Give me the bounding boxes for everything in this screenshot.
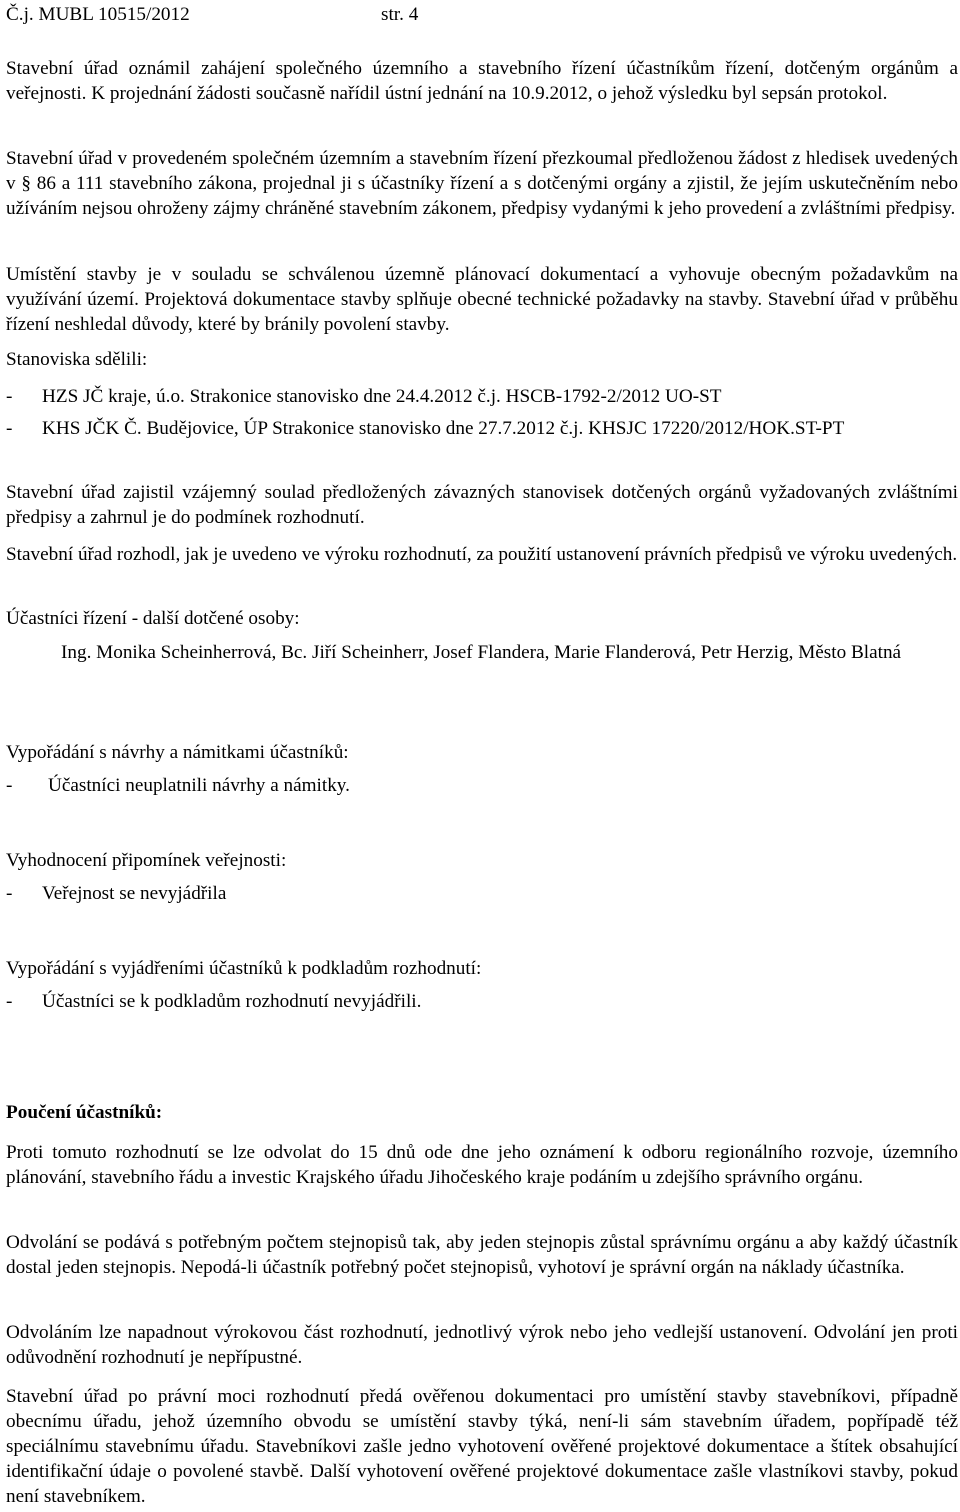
opinion-item bbox=[6, 384, 958, 409]
paragraph-appeal-scope: Odvoláním lze napadnout výrokovou část rozhodnutí, jednotlivý výrok nebo jeho vedlejší ustanovení. Odvolání jen proti odůvodnění rozhodnutí je nepřípustné. bbox=[6, 1322, 958, 1368]
page-number: str. 4 bbox=[381, 4, 419, 25]
statements-item bbox=[6, 989, 958, 1014]
list-dash: - bbox=[6, 386, 13, 407]
proposals-text: Účastníci neuplatnili návrhy a námitky. bbox=[48, 775, 350, 796]
paragraph-initiation: Stavební úřad oznámil zahájení společného územního a stavebního řízení účastníkům řízení, dotčeným orgánům a veřejnosti. K projednání žádosti současně nařídil ústní jednání na 10.9.2012, o jehož výsledku byl sepsán protokol. bbox=[6, 58, 958, 104]
list-dash: - bbox=[6, 883, 13, 904]
paragraph-decision: Stavební úřad rozhodl, jak je uvedeno ve výroku rozhodnutí, za použití ustanovení právních předpisů ve výroku uvedených. bbox=[6, 544, 958, 565]
participants-heading: Účastníci řízení - další dotčené osoby: bbox=[6, 608, 300, 629]
statements-heading: Vypořádání s vyjádřeními účastníků k podkladům rozhodnutí: bbox=[6, 958, 482, 979]
paragraph-compliance: Umístění stavby je v souladu se schválenou územně plánovací dokumentací a vyhovuje obecným požadavkům na využívání území. Projektová dokumentace stavby splňuje obecné technické požadavky na stavby. Stavební úřad v průběhu řízení neshledal důvody, které by bránily povolení stavby. bbox=[6, 264, 958, 335]
opinion-text: KHS JČK Č. Budějovice, ÚP Strakonice stanovisko dne 27.7.2012 č.j. KHSJC 17220/2012/HOK.ST-PT bbox=[42, 418, 845, 439]
proposals-heading: Vypořádání s návrhy a námitkami účastníků: bbox=[6, 742, 349, 763]
public-item bbox=[6, 881, 958, 906]
public-text: Veřejnost se nevyjádřila bbox=[42, 883, 227, 904]
opinion-text: HZS JČ kraje, ú.o. Strakonice stanovisko dne 24.4.2012 č.j. HSCB-1792-2/2012 UO-ST bbox=[42, 386, 722, 407]
list-dash: - bbox=[6, 418, 13, 439]
participants-names: Ing. Monika Scheinherrová, Bc. Jiří Scheinherr, Josef Flandera, Marie Flanderová, Petr Herzig, Město Blatná bbox=[61, 642, 902, 663]
paragraph-documentation: Stavební úřad po právní moci rozhodnutí předá ověřenou dokumentaci pro umístění stavby stavebníkovi, případně obecnímu úřadu, jehož územního obvodu se umístění stavby týká, není-li sám stavebním úřadem, popřípadě též speciálnímu stavebnímu úřadu. Stavebníkovi zašle jedno vyhotovení ověřené projektové dokumentace a štítek obsahující identifikační údaje o povolené stavbě. Další vyhotovení ověřené projektové dokumentace zašle vlastníkovi stavby, pokud není stavebníkem. bbox=[6, 1386, 958, 1507]
statements-text: Účastníci se k podkladům rozhodnutí nevyjádřili. bbox=[42, 991, 422, 1012]
list-dash: - bbox=[6, 775, 13, 796]
paragraph-appeal-copies: Odvolání se podává s potřebným počtem stejnopisů tak, aby jeden stejnopis zůstal správnímu orgánu a aby každý účastník dostal jeden stejnopis. Nepodá-li účastník potřebný počet stejnopisů, vyhotoví je správní orgán na náklady účastníka. bbox=[6, 1232, 958, 1278]
public-heading: Vyhodnocení připomínek veřejnosti: bbox=[6, 850, 287, 871]
list-dash: - bbox=[6, 991, 13, 1012]
page-header bbox=[6, 2, 419, 27]
paragraph-appeal-deadline: Proti tomuto rozhodnutí se lze odvolat do 15 dnů ode dne jeho oznámení k odboru regionálního rozvoje, územního plánování, stavebního řádu a investic Krajského úřadu Jihočeského kraje podáním u zdejšího správního orgánu. bbox=[6, 1142, 958, 1188]
reference-number: Č.j. MUBL 10515/2012 bbox=[6, 4, 190, 25]
proposals-item bbox=[6, 773, 958, 798]
instruction-heading: Poučení účastníků: bbox=[6, 1102, 163, 1123]
opinions-heading: Stanoviska sdělili: bbox=[6, 349, 148, 370]
paragraph-review: Stavební úřad v provedeném společném územním a stavebním řízení přezkoumal předloženou žádost z hledisek uvedených v § 86 a 111 stavebního zákona, projednal ji s účastníky řízení a s dotčenými orgány a zjistil, že jejím uskutečněním nebo užíváním nejsou ohroženy zájmy chráněné stavebním zákonem, předpisy vydanými k jeho provedení a zvláštními předpisy. bbox=[6, 148, 958, 219]
opinion-item bbox=[6, 416, 958, 441]
paragraph-harmony: Stavební úřad zajistil vzájemný soulad předložených závazných stanovisek dotčených orgánů vyžadovaných zvláštními předpisy a zahrnul je do podmínek rozhodnutí. bbox=[6, 482, 958, 528]
